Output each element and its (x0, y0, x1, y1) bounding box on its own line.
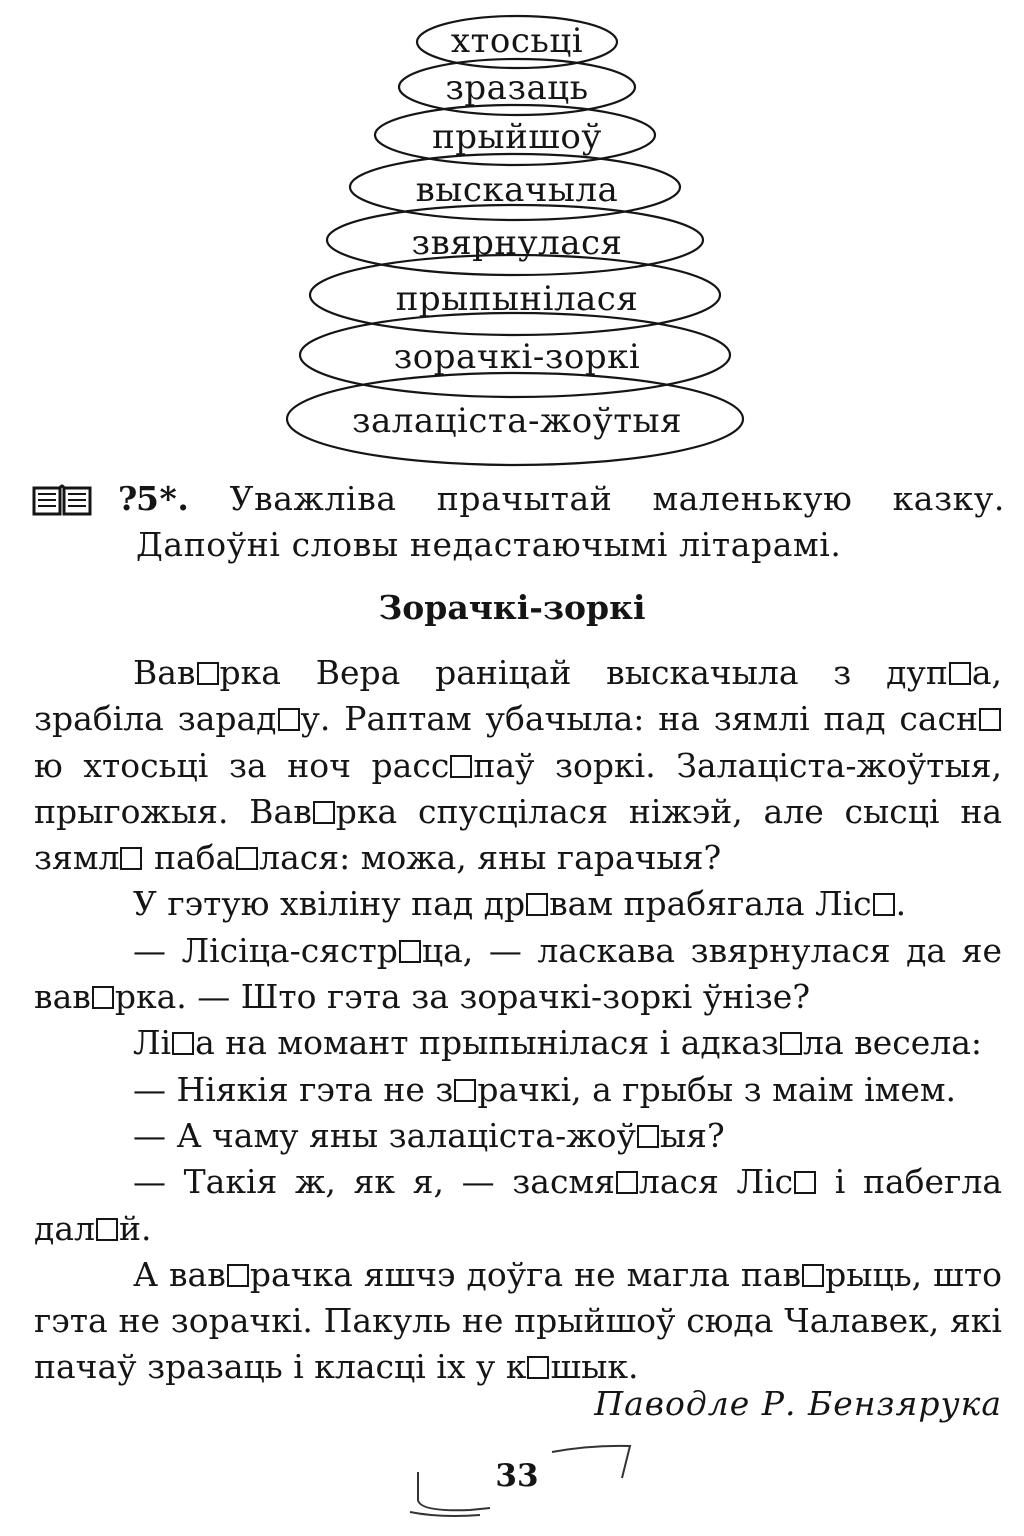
missing-letter-box[interactable] (96, 1218, 118, 1241)
story-text: — Ніякія гэта не з (133, 1069, 454, 1109)
story-body (34, 650, 1002, 1391)
story-paragraph (34, 650, 1002, 881)
story-text: пабa (143, 838, 236, 878)
author-credit: Паводле Р. Бензярука (594, 1384, 1002, 1423)
story-text: у. Раптам убачыла: на зямлі пад сасн (300, 699, 979, 739)
story-text: рка. — Што гэта за зорачкі-зоркі ўнізе? (114, 977, 811, 1017)
story-text: рка Вера раніцай выскачыла з дуп (219, 653, 948, 692)
pyramid-word: зорачкі-зоркі (393, 337, 641, 377)
task-block (30, 476, 1005, 568)
story-text: Вав (133, 653, 196, 692)
missing-letter-box[interactable] (120, 847, 142, 870)
story-paragraph (34, 1159, 1002, 1252)
missing-letter-box[interactable] (454, 1079, 476, 1102)
story-paragraph (34, 1252, 1002, 1391)
story-text: ю хтосьці за ноч расс (34, 745, 450, 785)
pyramid-word: звярнулася (411, 223, 623, 263)
story-text: — А чаму яны залацістa-жоў (133, 1115, 636, 1155)
story-text: ла весела: (803, 1023, 983, 1063)
missing-letter-box[interactable] (278, 708, 300, 731)
story-text: рачкі, а грыбы з маім імем. (477, 1069, 957, 1109)
story-text: а на момант прыпынілася і адказ (195, 1023, 779, 1063)
story-paragraph (34, 881, 1002, 927)
missing-letter-box[interactable] (780, 1032, 802, 1055)
story-text: а, зрабіла зарад (34, 653, 1002, 739)
story-text: — Лісіца-сястр (133, 930, 398, 970)
story-text: — Такія ж, як я, — засмя (133, 1162, 615, 1202)
story-text: А вав (133, 1254, 226, 1294)
pyramid-word: прыйшоў (432, 117, 602, 157)
story-title: Зорачкі-зоркі (378, 588, 646, 627)
story-text: ца, — ласкава звярнулася да яе вав (34, 930, 1002, 1017)
story-text: рыць, што гэта не зорачкі. Пакуль не прыйшоў сюда Чалавек, які пачаў зразаць і класці іх у к (34, 1254, 1002, 1387)
story-text: лася: можа, яны гарачыя? (259, 838, 722, 878)
missing-letter-box[interactable] (794, 1171, 816, 1194)
story-text: У гэтую хвіліну пад др (133, 884, 526, 924)
story-text: Лі (133, 1023, 172, 1063)
story-text: лася Ліс (638, 1162, 794, 1202)
missing-letter-box[interactable] (227, 1264, 249, 1287)
story-text: рка спусцілася ніжэй, але сысці на зямл (34, 791, 1002, 878)
missing-letter-box[interactable] (313, 801, 335, 824)
missing-letter-box[interactable] (637, 1125, 659, 1148)
story-paragraph (34, 1113, 1002, 1159)
missing-letter-box[interactable] (399, 940, 421, 963)
pyramid-word: хтосьці (450, 21, 584, 61)
story-text: рачка яшчэ доўга не магла пав (249, 1254, 802, 1294)
task-instruction (136, 476, 1005, 568)
question-mark: ? (118, 479, 138, 518)
story-paragraph (34, 1020, 1002, 1066)
missing-letter-box[interactable] (172, 1032, 194, 1055)
story-text: ыя? (659, 1115, 725, 1155)
missing-letter-box[interactable] (873, 893, 895, 916)
pyramid-word: выскачыла (415, 170, 619, 210)
story-paragraph (34, 1067, 1002, 1113)
missing-letter-box[interactable] (450, 755, 472, 778)
story-text: шык. (550, 1347, 639, 1387)
open-book-icon (30, 482, 94, 518)
story-text: паў зоркі. Залацістa-жоўтыя, прыгожыя. Вав (34, 745, 1003, 831)
missing-letter-box[interactable] (92, 986, 114, 1009)
story-paragraph (34, 928, 1002, 1021)
story-text: . (895, 884, 907, 924)
missing-letter-box[interactable] (802, 1264, 824, 1287)
pyramid-word: зразаць (445, 68, 589, 108)
missing-letter-box[interactable] (526, 893, 548, 916)
story-text: й. (118, 1208, 152, 1248)
missing-letter-box[interactable] (527, 1356, 549, 1379)
pyramid-word: прыпынілася (395, 279, 639, 319)
pyramid-word: залацістa-жоўтыя (351, 401, 683, 441)
missing-letter-box[interactable] (616, 1171, 638, 1194)
missing-letter-box[interactable] (949, 662, 971, 685)
story-text: вам прабягала Ліс (549, 884, 872, 924)
task-text: Уважліва прачытай маленькую казку. Дапоўні словы недастаючымі літарамі. (136, 479, 1006, 564)
task-number: 5*. (136, 479, 190, 518)
page-number: 33 (495, 1458, 539, 1494)
missing-letter-box[interactable] (197, 662, 219, 685)
missing-letter-box[interactable] (979, 708, 1001, 731)
story-text: і пабегла дал (34, 1162, 1002, 1248)
missing-letter-box[interactable] (236, 847, 258, 870)
